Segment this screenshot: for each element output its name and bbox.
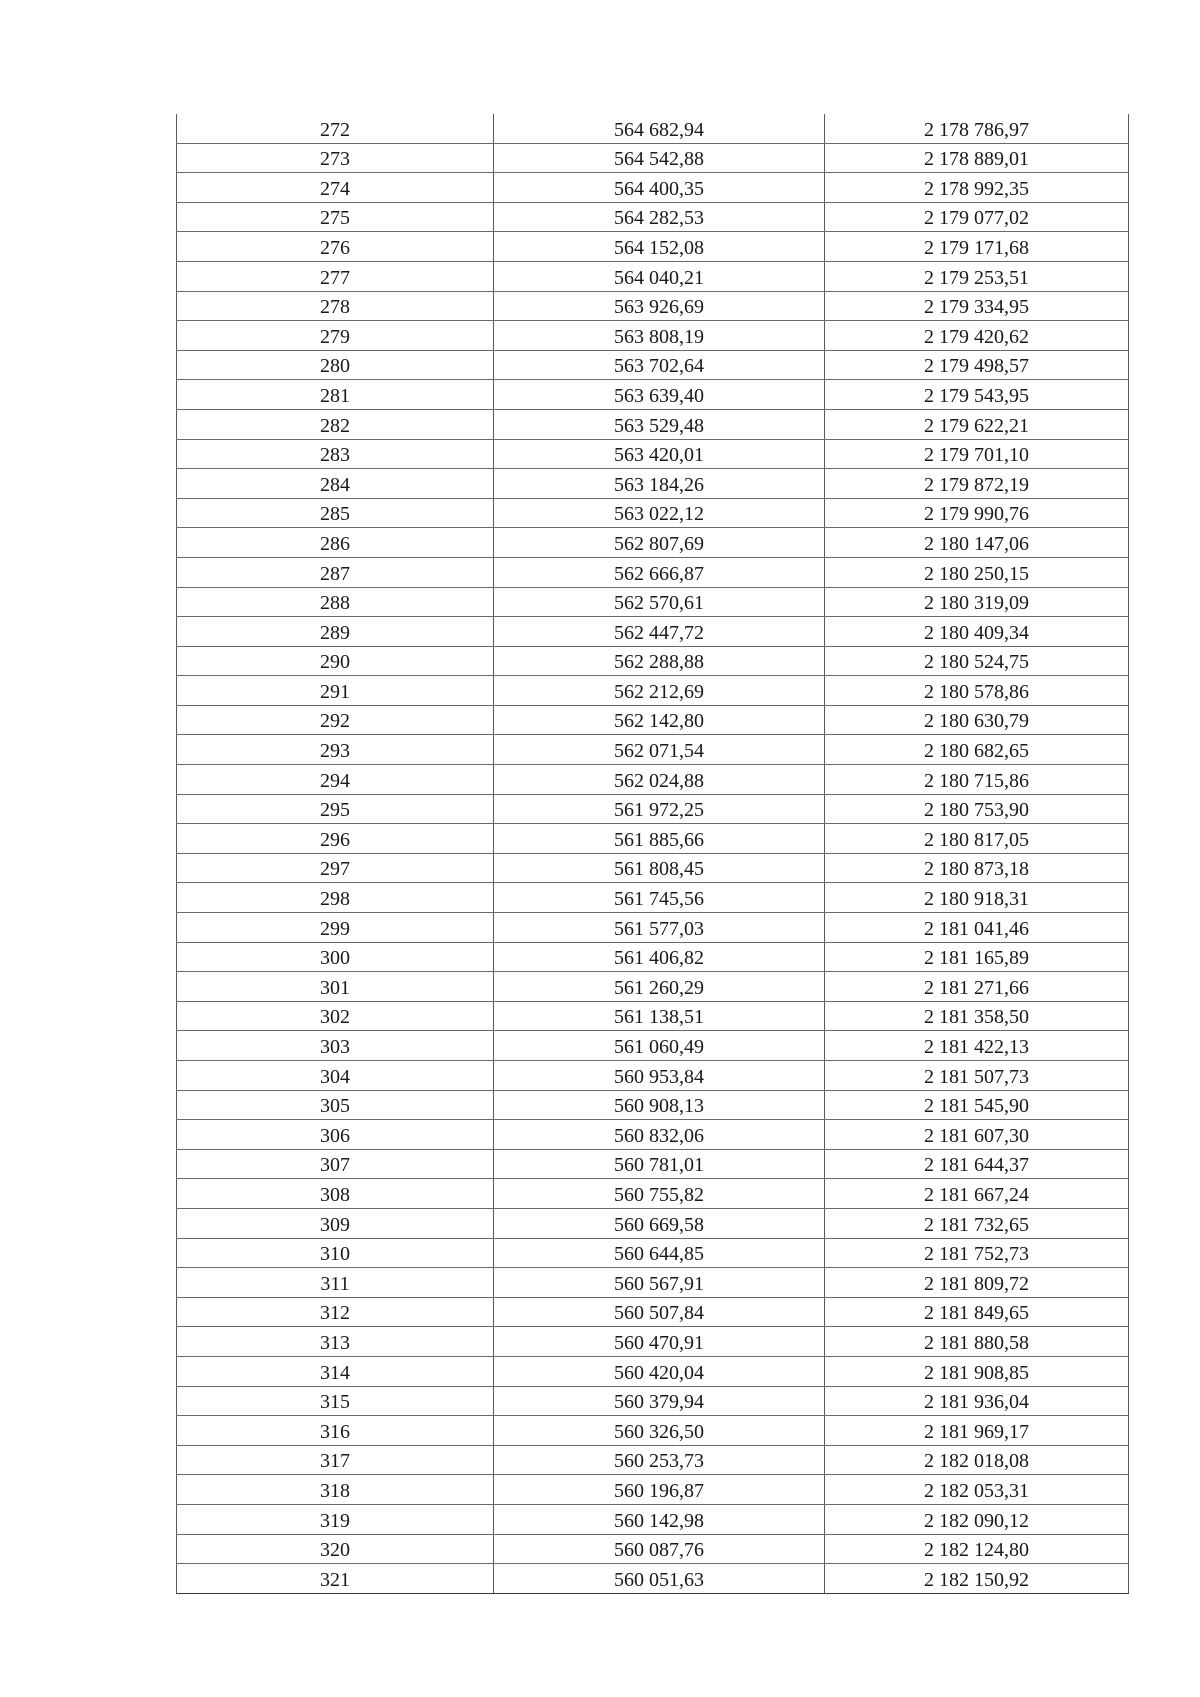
y-coordinate-cell: 2 180 250,15: [825, 557, 1129, 587]
table-row: [177, 232, 1129, 262]
y-coordinate-cell: 2 179 543,95: [825, 380, 1129, 410]
table-row: [177, 1061, 1129, 1091]
point-number-cell: 273: [177, 143, 494, 173]
y-coordinate-cell: 2 181 545,90: [825, 1090, 1129, 1120]
y-coordinate-cell: 2 181 358,50: [825, 1001, 1129, 1031]
x-coordinate-cell: 561 060,49: [494, 1031, 825, 1061]
table-row: [177, 1238, 1129, 1268]
y-coordinate-cell: 2 180 918,31: [825, 883, 1129, 913]
table-row: [177, 1297, 1129, 1327]
point-number-cell: 303: [177, 1031, 494, 1061]
table-row: [177, 291, 1129, 321]
point-number-cell: 306: [177, 1120, 494, 1150]
y-coordinate-cell: 2 182 090,12: [825, 1504, 1129, 1534]
table-row: [177, 883, 1129, 913]
x-coordinate-cell: 562 024,88: [494, 765, 825, 795]
y-coordinate-cell: 2 179 253,51: [825, 261, 1129, 291]
x-coordinate-cell: 564 682,94: [494, 114, 825, 143]
table-row: [177, 1327, 1129, 1357]
table-row: [177, 1475, 1129, 1505]
table-row: [177, 557, 1129, 587]
x-coordinate-cell: 563 184,26: [494, 469, 825, 499]
x-coordinate-cell: 560 755,82: [494, 1179, 825, 1209]
y-coordinate-cell: 2 181 849,65: [825, 1297, 1129, 1327]
table-row: [177, 735, 1129, 765]
y-coordinate-cell: 2 180 873,18: [825, 853, 1129, 883]
table-row: [177, 173, 1129, 203]
table-row: [177, 528, 1129, 558]
point-number-cell: 295: [177, 794, 494, 824]
point-number-cell: 297: [177, 853, 494, 883]
x-coordinate-cell: 562 288,88: [494, 646, 825, 676]
x-coordinate-cell: 564 400,35: [494, 173, 825, 203]
y-coordinate-cell: 2 180 715,86: [825, 765, 1129, 795]
table-row: [177, 1564, 1129, 1594]
point-number-cell: 301: [177, 972, 494, 1002]
y-coordinate-cell: 2 179 498,57: [825, 350, 1129, 380]
table-row: [177, 409, 1129, 439]
y-coordinate-cell: 2 179 990,76: [825, 498, 1129, 528]
table-row: [177, 1090, 1129, 1120]
point-number-cell: 317: [177, 1445, 494, 1475]
y-coordinate-cell: 2 179 420,62: [825, 321, 1129, 351]
point-number-cell: 289: [177, 617, 494, 647]
x-coordinate-cell: 562 666,87: [494, 557, 825, 587]
y-coordinate-cell: 2 181 041,46: [825, 913, 1129, 943]
y-coordinate-cell: 2 182 150,92: [825, 1564, 1129, 1594]
x-coordinate-cell: 560 379,94: [494, 1386, 825, 1416]
point-number-cell: 298: [177, 883, 494, 913]
y-coordinate-cell: 2 181 644,37: [825, 1149, 1129, 1179]
y-coordinate-cell: 2 181 667,24: [825, 1179, 1129, 1209]
y-coordinate-cell: 2 180 578,86: [825, 676, 1129, 706]
x-coordinate-cell: 562 212,69: [494, 676, 825, 706]
x-coordinate-cell: 564 282,53: [494, 202, 825, 232]
table-row: [177, 1268, 1129, 1298]
y-coordinate-cell: 2 181 969,17: [825, 1416, 1129, 1446]
table-row: [177, 439, 1129, 469]
point-number-cell: 285: [177, 498, 494, 528]
x-coordinate-cell: 560 567,91: [494, 1268, 825, 1298]
x-coordinate-cell: 564 152,08: [494, 232, 825, 262]
point-number-cell: 304: [177, 1061, 494, 1091]
y-coordinate-cell: 2 179 872,19: [825, 469, 1129, 499]
y-coordinate-cell: 2 181 809,72: [825, 1268, 1129, 1298]
x-coordinate-cell: 561 808,45: [494, 853, 825, 883]
point-number-cell: 290: [177, 646, 494, 676]
x-coordinate-cell: 560 420,04: [494, 1356, 825, 1386]
point-number-cell: 292: [177, 705, 494, 735]
y-coordinate-cell: 2 180 409,34: [825, 617, 1129, 647]
y-coordinate-cell: 2 181 607,30: [825, 1120, 1129, 1150]
point-number-cell: 284: [177, 469, 494, 499]
y-coordinate-cell: 2 179 334,95: [825, 291, 1129, 321]
table-row: [177, 705, 1129, 735]
x-coordinate-cell: 563 808,19: [494, 321, 825, 351]
x-coordinate-cell: 561 745,56: [494, 883, 825, 913]
x-coordinate-cell: 563 702,64: [494, 350, 825, 380]
y-coordinate-cell: 2 179 701,10: [825, 439, 1129, 469]
x-coordinate-cell: 563 420,01: [494, 439, 825, 469]
y-coordinate-cell: 2 180 753,90: [825, 794, 1129, 824]
table-row: [177, 1416, 1129, 1446]
y-coordinate-cell: 2 181 732,65: [825, 1208, 1129, 1238]
point-number-cell: 311: [177, 1268, 494, 1298]
coordinates-table-body: [177, 114, 1129, 1593]
table-row: [177, 646, 1129, 676]
point-number-cell: 310: [177, 1238, 494, 1268]
point-number-cell: 294: [177, 765, 494, 795]
table-row: [177, 1356, 1129, 1386]
table-row: [177, 676, 1129, 706]
point-number-cell: 318: [177, 1475, 494, 1505]
x-coordinate-cell: 560 253,73: [494, 1445, 825, 1475]
point-number-cell: 316: [177, 1416, 494, 1446]
y-coordinate-cell: 2 181 752,73: [825, 1238, 1129, 1268]
x-coordinate-cell: 561 972,25: [494, 794, 825, 824]
table-row: [177, 1534, 1129, 1564]
point-number-cell: 314: [177, 1356, 494, 1386]
y-coordinate-cell: 2 179 622,21: [825, 409, 1129, 439]
table-row: [177, 1001, 1129, 1031]
point-number-cell: 283: [177, 439, 494, 469]
point-number-cell: 288: [177, 587, 494, 617]
y-coordinate-cell: 2 181 507,73: [825, 1061, 1129, 1091]
table-row: [177, 824, 1129, 854]
point-number-cell: 308: [177, 1179, 494, 1209]
coordinates-table: [176, 114, 1129, 1594]
point-number-cell: 296: [177, 824, 494, 854]
x-coordinate-cell: 560 669,58: [494, 1208, 825, 1238]
y-coordinate-cell: 2 181 936,04: [825, 1386, 1129, 1416]
point-number-cell: 312: [177, 1297, 494, 1327]
x-coordinate-cell: 562 807,69: [494, 528, 825, 558]
table-row: [177, 1386, 1129, 1416]
table-row: [177, 350, 1129, 380]
point-number-cell: 313: [177, 1327, 494, 1357]
y-coordinate-cell: 2 181 271,66: [825, 972, 1129, 1002]
table-row: [177, 321, 1129, 351]
table-row: [177, 1031, 1129, 1061]
y-coordinate-cell: 2 180 319,09: [825, 587, 1129, 617]
table-row: [177, 587, 1129, 617]
y-coordinate-cell: 2 181 908,85: [825, 1356, 1129, 1386]
x-coordinate-cell: 560 908,13: [494, 1090, 825, 1120]
x-coordinate-cell: 560 051,63: [494, 1564, 825, 1594]
point-number-cell: 302: [177, 1001, 494, 1031]
table-row: [177, 1445, 1129, 1475]
x-coordinate-cell: 562 071,54: [494, 735, 825, 765]
table-row: [177, 1149, 1129, 1179]
x-coordinate-cell: 560 644,85: [494, 1238, 825, 1268]
x-coordinate-cell: 560 087,76: [494, 1534, 825, 1564]
point-number-cell: 286: [177, 528, 494, 558]
table-row: [177, 1504, 1129, 1534]
point-number-cell: 279: [177, 321, 494, 351]
x-coordinate-cell: 563 926,69: [494, 291, 825, 321]
table-row: [177, 143, 1129, 173]
y-coordinate-cell: 2 179 077,02: [825, 202, 1129, 232]
table-row: [177, 498, 1129, 528]
point-number-cell: 315: [177, 1386, 494, 1416]
table-row: [177, 913, 1129, 943]
x-coordinate-cell: 563 529,48: [494, 409, 825, 439]
x-coordinate-cell: 561 885,66: [494, 824, 825, 854]
y-coordinate-cell: 2 180 630,79: [825, 705, 1129, 735]
point-number-cell: 282: [177, 409, 494, 439]
x-coordinate-cell: 564 542,88: [494, 143, 825, 173]
table-row: [177, 1179, 1129, 1209]
x-coordinate-cell: 560 196,87: [494, 1475, 825, 1505]
point-number-cell: 277: [177, 261, 494, 291]
y-coordinate-cell: 2 178 992,35: [825, 173, 1129, 203]
point-number-cell: 278: [177, 291, 494, 321]
y-coordinate-cell: 2 180 817,05: [825, 824, 1129, 854]
point-number-cell: 274: [177, 173, 494, 203]
table-row: [177, 853, 1129, 883]
point-number-cell: 281: [177, 380, 494, 410]
y-coordinate-cell: 2 181 165,89: [825, 942, 1129, 972]
table-row: [177, 202, 1129, 232]
x-coordinate-cell: 560 142,98: [494, 1504, 825, 1534]
point-number-cell: 319: [177, 1504, 494, 1534]
table-row: [177, 1208, 1129, 1238]
point-number-cell: 272: [177, 114, 494, 143]
table-row: [177, 972, 1129, 1002]
x-coordinate-cell: 564 040,21: [494, 261, 825, 291]
point-number-cell: 321: [177, 1564, 494, 1594]
x-coordinate-cell: 561 406,82: [494, 942, 825, 972]
y-coordinate-cell: 2 182 124,80: [825, 1534, 1129, 1564]
point-number-cell: 305: [177, 1090, 494, 1120]
x-coordinate-cell: 560 781,01: [494, 1149, 825, 1179]
y-coordinate-cell: 2 180 682,65: [825, 735, 1129, 765]
table-row: [177, 469, 1129, 499]
x-coordinate-cell: 560 326,50: [494, 1416, 825, 1446]
x-coordinate-cell: 561 260,29: [494, 972, 825, 1002]
point-number-cell: 276: [177, 232, 494, 262]
x-coordinate-cell: 562 570,61: [494, 587, 825, 617]
table-row: [177, 380, 1129, 410]
table-row: [177, 942, 1129, 972]
x-coordinate-cell: 562 142,80: [494, 705, 825, 735]
table-row: [177, 617, 1129, 647]
point-number-cell: 291: [177, 676, 494, 706]
table-row: [177, 1120, 1129, 1150]
y-coordinate-cell: 2 182 053,31: [825, 1475, 1129, 1505]
x-coordinate-cell: 560 832,06: [494, 1120, 825, 1150]
y-coordinate-cell: 2 181 880,58: [825, 1327, 1129, 1357]
point-number-cell: 275: [177, 202, 494, 232]
y-coordinate-cell: 2 179 171,68: [825, 232, 1129, 262]
point-number-cell: 307: [177, 1149, 494, 1179]
x-coordinate-cell: 561 577,03: [494, 913, 825, 943]
table-row: [177, 765, 1129, 795]
x-coordinate-cell: 563 022,12: [494, 498, 825, 528]
x-coordinate-cell: 560 953,84: [494, 1061, 825, 1091]
x-coordinate-cell: 563 639,40: [494, 380, 825, 410]
point-number-cell: 293: [177, 735, 494, 765]
y-coordinate-cell: 2 181 422,13: [825, 1031, 1129, 1061]
point-number-cell: 300: [177, 942, 494, 972]
point-number-cell: 287: [177, 557, 494, 587]
y-coordinate-cell: 2 178 786,97: [825, 114, 1129, 143]
point-number-cell: 299: [177, 913, 494, 943]
y-coordinate-cell: 2 180 524,75: [825, 646, 1129, 676]
point-number-cell: 320: [177, 1534, 494, 1564]
y-coordinate-cell: 2 180 147,06: [825, 528, 1129, 558]
point-number-cell: 280: [177, 350, 494, 380]
table-row: [177, 114, 1129, 143]
x-coordinate-cell: 560 507,84: [494, 1297, 825, 1327]
x-coordinate-cell: 561 138,51: [494, 1001, 825, 1031]
y-coordinate-cell: 2 182 018,08: [825, 1445, 1129, 1475]
table-row: [177, 794, 1129, 824]
point-number-cell: 309: [177, 1208, 494, 1238]
x-coordinate-cell: 562 447,72: [494, 617, 825, 647]
x-coordinate-cell: 560 470,91: [494, 1327, 825, 1357]
y-coordinate-cell: 2 178 889,01: [825, 143, 1129, 173]
table-row: [177, 261, 1129, 291]
